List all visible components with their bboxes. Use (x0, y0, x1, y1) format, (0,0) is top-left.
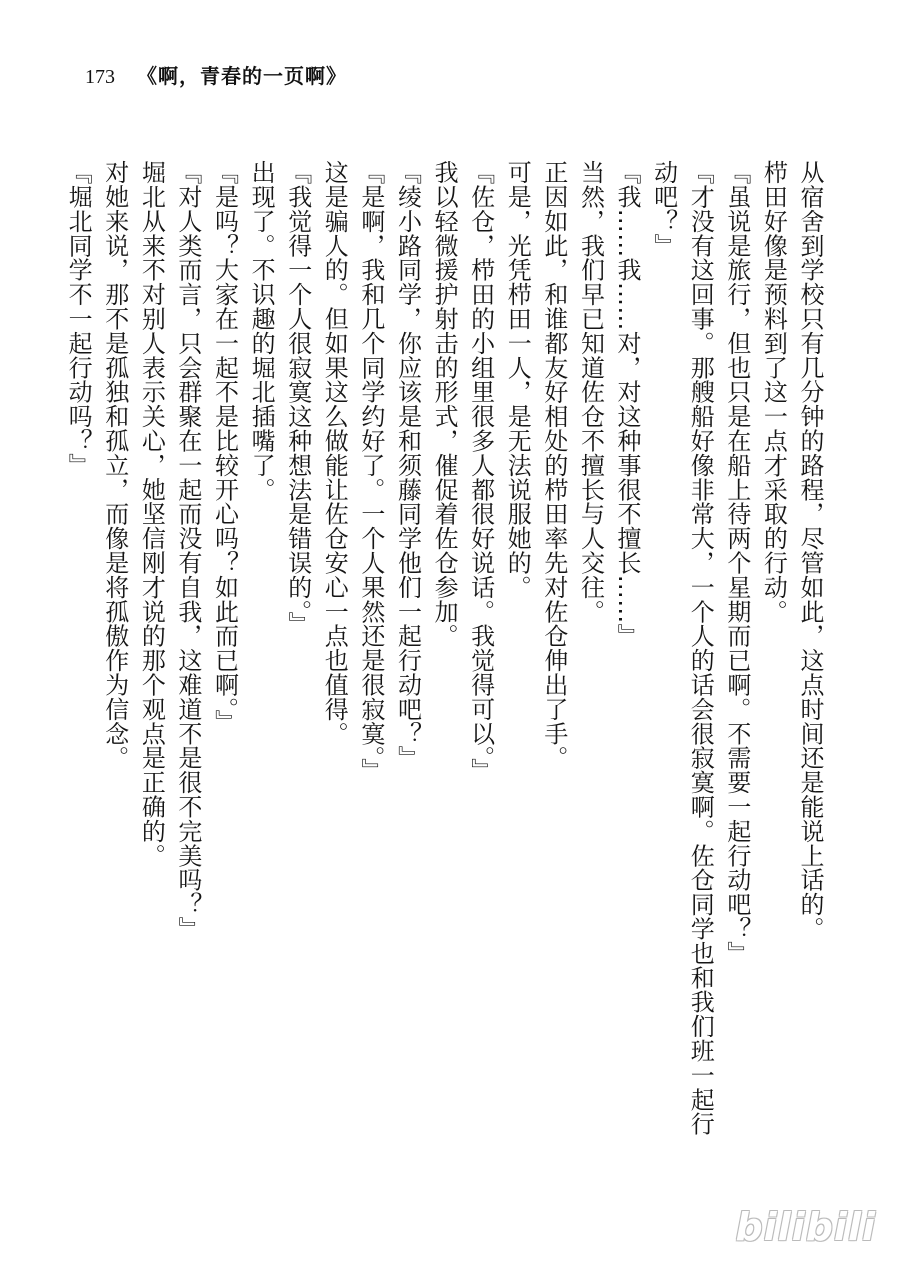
book-title: 《啊，青春的一页啊》 (137, 66, 347, 88)
paragraph: 『是吗？大家在一起不是比较开心吗？如此而已啊。』 (210, 160, 239, 734)
paragraph: 『对人类而言，只会群聚在一起而没有自我，这难道不是很不完美吗？』 (173, 160, 202, 941)
paragraph: 『绫小路同学，你应该是和须藤同学他们一起行动吧？』 (393, 160, 422, 770)
paragraph: 当然，我们早已知道佐仓不擅长与人交往。 (576, 160, 605, 624)
paragraph: 『佐仓，栉田的小组里很多人都很好说话。我觉得可以。』 (466, 160, 495, 783)
bilibili-watermark: bilibili (735, 1205, 876, 1249)
paragraph: 『我……我……对，对这种事很不擅长……』 (613, 160, 642, 648)
paragraph: 栉田好像是预料到了这一点才采取的行动。 (759, 160, 788, 624)
paragraph: 『是啊，我和几个同学约好了。一个人果然还是很寂寞。』 (356, 160, 385, 783)
paragraph: 对她来说，那不是孤独和孤立，而像是将孤傲作为信念。 (100, 160, 129, 770)
paragraph: 可是，光凭栉田一人，是无法说服她的。 (503, 160, 532, 600)
paragraph: 『虽说是旅行，但也只是在船上待两个星期而已啊。不需要一起行动吧？』 (722, 160, 751, 966)
paragraph: 『才没有这回事。那艘船好像非常大，一个人的话会很寂寞啊。佐仓同学也和我们班一起行动吧？』 (649, 160, 715, 1136)
page-number: 173 (85, 66, 115, 88)
paragraph: 『我觉得一个人很寂寞这种想法是错误的。』 (283, 160, 312, 636)
paragraph: 堀北从来不对别人表示关心，她坚信刚才说的那个观点是正确的。 (137, 160, 166, 868)
paragraph: 从宿舍到学校只有几分钟的路程，尽管如此，这点时间还是能说上话的。 (796, 160, 824, 941)
paragraph: 『堀北同学不一起行动吗？』 (64, 160, 93, 478)
paragraph: 这是骗人的。但如果这么做能让佐仓安心一点也值得。 (320, 160, 349, 746)
paragraph: 我以轻微援护射击的形式，催促着佐仓参加。 (430, 160, 459, 648)
paragraph: 出现了。不识趣的堀北插嘴了。 (247, 160, 276, 502)
page-header (85, 60, 347, 94)
paragraph: 正因如此，和谁都友好相处的栉田率先对佐仓伸出了手。 (539, 160, 568, 770)
vertical-text-body (60, 160, 828, 1160)
